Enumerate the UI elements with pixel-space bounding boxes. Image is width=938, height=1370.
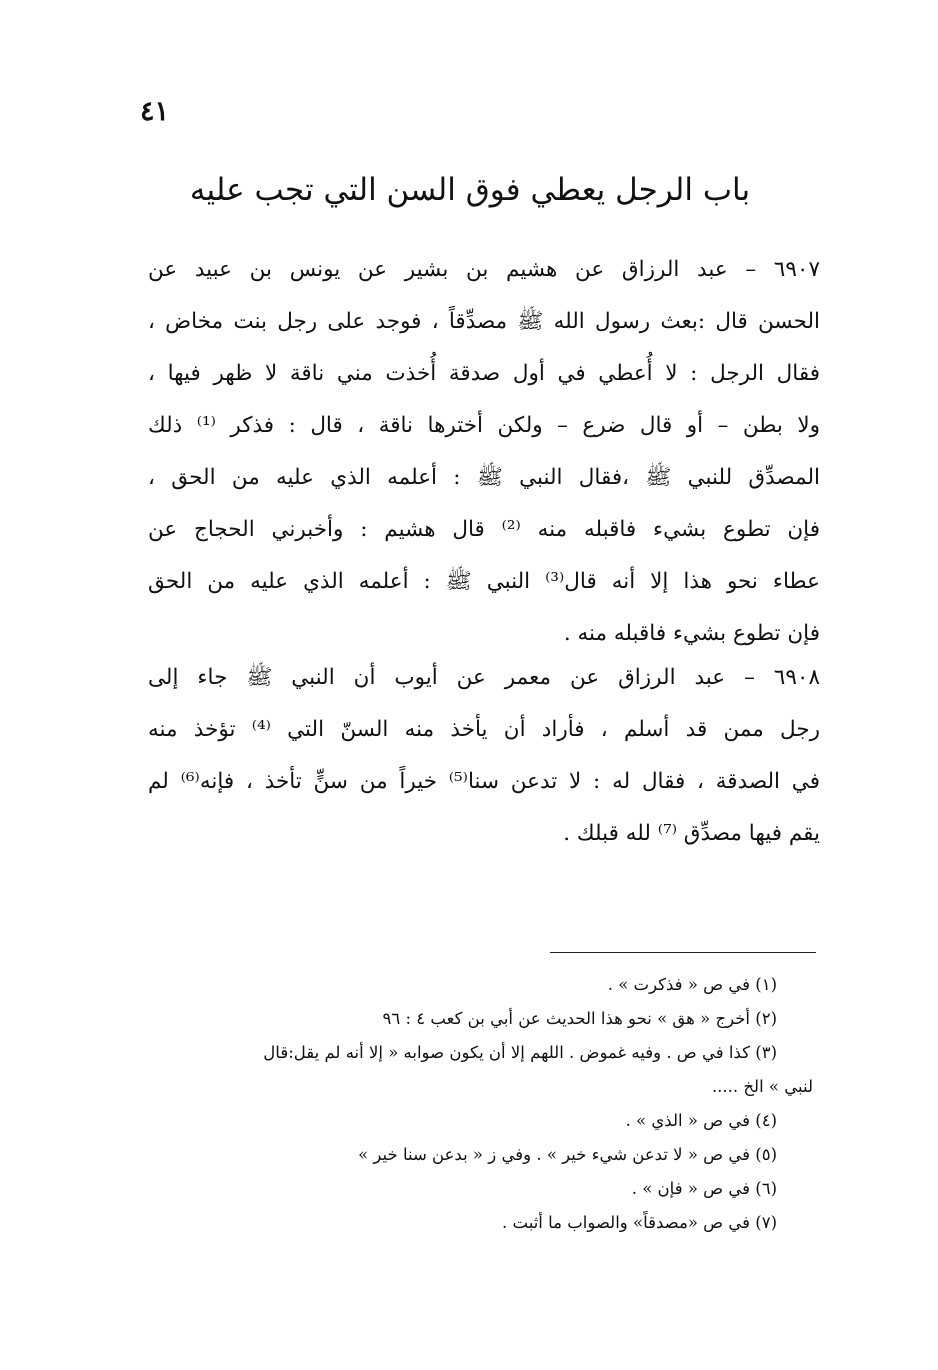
text-line: ٦٩٠٧ – عبد الرزاق عن هشيم بن بشير عن يونس بن عبيد عن <box>148 257 820 282</box>
text-line: ولا بطن – أو قال ضرع – ولكن أخترها ناقة ، قال : فذكر ⁽¹⁾ ذلك <box>148 413 820 438</box>
text-line: ٦٩٠٨ – عبد الرزاق عن معمر عن أيوب أن النبي ﷺ جاء إلى <box>148 665 820 690</box>
footnote-6: (٦) في ص « فإن » . <box>631 1179 777 1198</box>
text-line: المصدِّق للنبي ﷺ ،فقال النبي ﷺ : أعلمه الذي عليه من الحق ، <box>148 465 820 490</box>
footnote-5: (٥) في ص « لا تدعن شيء خير » . وفي ز « بدعن سنا خير » <box>358 1145 777 1164</box>
text-line: فإن تطوع بشيء فاقبله منه . <box>563 621 820 646</box>
text-line: رجل ممن قد أسلم ، فأراد أن يأخذ منه السنّ التي ⁽⁴⁾ تؤخذ منه <box>148 717 820 742</box>
footnotes <box>140 968 815 1240</box>
footnote-3: (٣) كذا في ص . وفيه غموض . اللهم إلا أن يكون صوابه « إلا أنه لم يقل:قال <box>263 1043 777 1062</box>
text-line: في الصدقة ، فقال له : لا تدعن سنا⁽⁵⁾ خيراً من سنٍّ تأخذ ، فإنه⁽⁶⁾ لم <box>148 769 820 794</box>
hadith-6908 <box>148 652 820 860</box>
footnote-4: (٤) في ص « الذي » . <box>625 1111 777 1130</box>
text-line: يقم فيها مصدِّق ⁽⁷⁾ لله قبلك . <box>563 821 820 846</box>
chapter-title: باب الرجل يعطي فوق السن التي تجب عليه <box>189 172 751 208</box>
page-number: ٤١ <box>140 96 170 127</box>
text-line: عطاء نحو هذا إلا أنه قال⁽³⁾ النبي ﷺ : أعلمه الذي عليه من الحق <box>148 569 820 594</box>
hadith-6907 <box>148 244 820 660</box>
text-line: فإن تطوع بشيء فاقبله منه ⁽²⁾ قال هشيم : وأخبرني الحجاج عن <box>148 517 820 542</box>
footnote-1: (١) في ص « فذكرت » . <box>607 975 777 994</box>
footnote-7: (٧) في ص «مصدقاً» والصواب ما أثبت . <box>502 1213 777 1232</box>
text-line: الحسن قال :بعث رسول الله ﷺ مصدِّقاً ، فوجد على رجل بنت مخاض ، <box>148 309 820 334</box>
text-line: فقال الرجل : لا أُعطي في أول صدقة أُخذت مني ناقة لا ظهر فيها ، <box>148 361 820 386</box>
footnote-divider <box>550 952 816 953</box>
footnote-3-continued: لنبي » الخ ..... <box>711 1077 813 1096</box>
footnote-2: (٢) أخرج « هق » نحو هذا الحديث عن أبي بن كعب ٤ : ٩٦ <box>382 1009 777 1028</box>
